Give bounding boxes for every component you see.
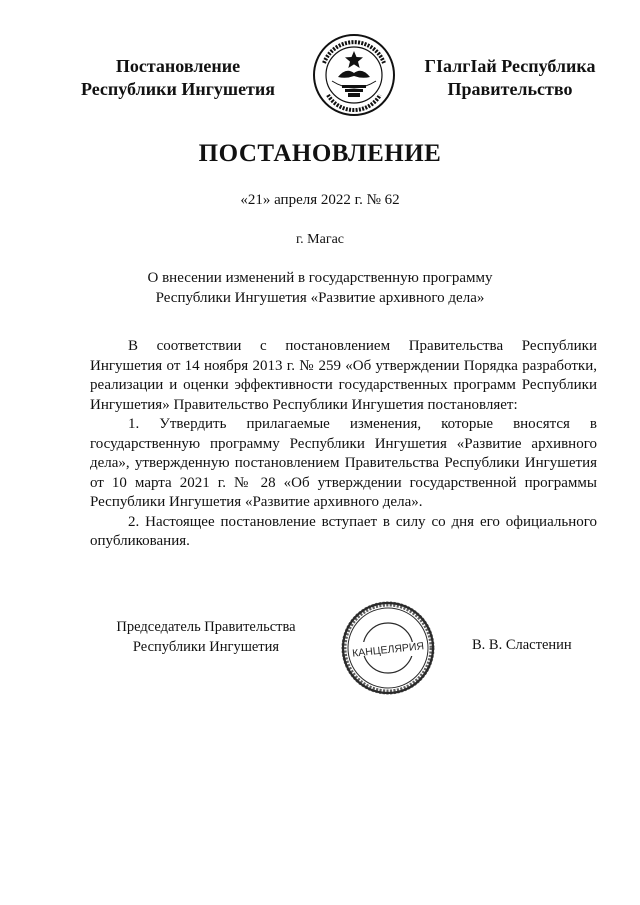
body-paragraph-item-1: 1. Утвердить прилагаемые изменения, которые вносятся в государственную программу Республики Ингушетия «Развитие архивного дела», утвержденную постановлением Правительства Республики Ингушетия от 10 марта 2021 г. № 28 «Об утверждении государственной программы Республики Ингушетия «Развитие архивного дела».	[90, 416, 597, 510]
subject-line2: Республики Ингушетия «Развитие архивного дела»	[155, 290, 485, 306]
signatory-position-line1: Председатель Правительства	[116, 619, 296, 635]
subject-line1: О внесении изменений в государственную программу	[147, 270, 493, 286]
office-stamp-icon	[340, 600, 436, 696]
header-right-line1: ГIалгIай Республика	[424, 56, 596, 76]
signatory-position-line2: Республики Ингушетия	[132, 639, 280, 655]
signatory-position	[96, 617, 316, 657]
header-left-line2: Республики Ингушетия	[80, 79, 276, 99]
signatory-name: В. В. Сластенин	[472, 637, 572, 653]
body-paragraph-preamble: В соответствии с постановлением Правительства Республики Ингушетия от 14 ноября 2013 г. № 259 «Об утверждении Порядка разработки, реализации и оценки эффективности государственных программ Республики Ингушетия» Правительство Республики Ингушетия постановляет:	[90, 338, 597, 413]
document-date-number: «21» апреля 2022 г. № 62	[240, 192, 400, 208]
document-subject	[100, 268, 540, 308]
stamp-center-text: КАНЦЕЛЯРИЯ	[351, 640, 425, 660]
header-left	[58, 55, 298, 101]
document-title: ПОСТАНОВЛЕНИЕ	[198, 140, 442, 167]
header-right-line2: Правительство	[447, 79, 573, 99]
document-body	[90, 337, 597, 552]
header-right	[390, 55, 630, 101]
header-left-line1: Постановление	[115, 56, 241, 76]
document-place: г. Магас	[296, 232, 344, 247]
coat-of-arms-icon	[312, 33, 396, 117]
body-paragraph-item-2: 2. Настоящее постановление вступает в силу со дня его официального опубликования.	[90, 513, 597, 549]
